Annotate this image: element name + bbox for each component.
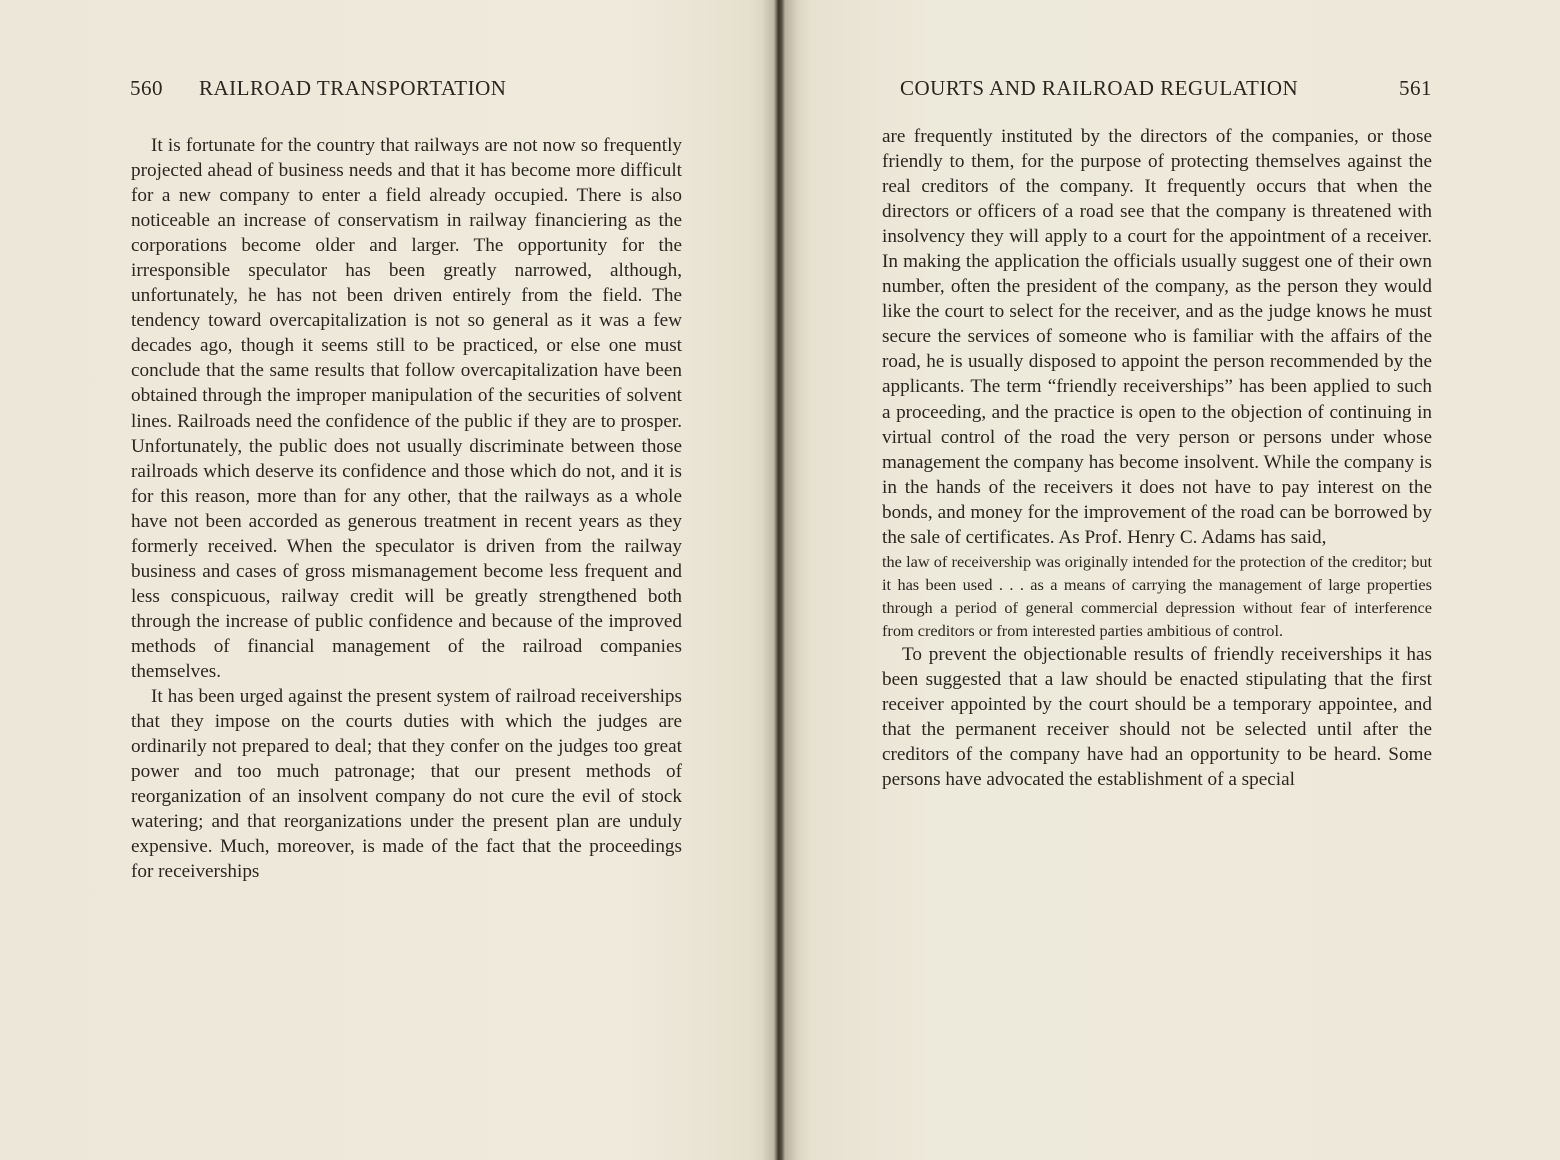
right-page-number: 561 — [1399, 76, 1432, 100]
right-paragraph-continued: are frequently instituted by the directors of the companies, or those friendly to them, for the purpose of protecting themselves against the real creditors of the company. It frequently occurs that when the directors or officers of a road see that the company is threatened with insolvency they will apply to a court for the appointment of a receiver. In making the application the officials usually suggest one of their own number, often the president of the company, as the person they would like the court to select for the receiver, and as the judge knows he must secure the services of someone who is familiar with the affairs of the road, he is usually disposed to appoint the person recommended by the applicants. The term “friendly receiverships” has been applied to such a proceeding, and the practice is open to the objection of continuing in virtual control of the road the very person or persons under whose management the company has become insolvent. While the company is in the hands of the receivers it does not have to pay interest on the bonds, and money for the improvement of the road can be borrowed by the sale of certificates. As Prof. Henry C. Adams has said, — [882, 126, 1432, 548]
left-paragraph-1: It is fortunate for the country that railways are not now so frequently projected ahead of business needs and that it has become more difficult for a new company to enter a field already occupied. There is also noticeable an increase of conservatism in railway financiering as the corporations become older and larger. The opportunity for the irresponsible speculator has been greatly narrowed, although, unfortunately, he has not been driven entirely from the field. The tendency toward overcapitalization is not so general as it was a few decades ago, though it seems still to be practiced, or else one must conclude that the same results that follow overcapitalization have been obtained through the improper manipulation of the securities of solvent lines. Railroads need the confidence of the public if they are to prosper. Unfortunately, the public does not usually discriminate between those railroads which deserve its confidence and those which do not, and it is for this reason, more than for any other, that the railways as a whole have not been accorded as generous treatment in recent years as they formerly received. When the speculator is driven from the railway business and cases of gross mismanagement become less frequent and less conspicuous, railway credit will be greatly strengthened both through the increase of public confidence and because of the improved methods of financial management of the railroad companies themselves. — [131, 135, 682, 682]
right-paragraph-2: To prevent the objectionable results of friendly receiverships it has been suggested that a law should be enacted stipulating that the first receiver appointed by the court should be a temporary appointee, and that the permanent receiver should not be selected until after the creditors of the company have had an opportunity to be heard. Some persons have advocated the establishment of a special — [882, 643, 1432, 791]
block-quotation: the law of receivership was originally intended for the protection of the creditor; but it has been used . . . as a means of carrying the management of large properties through a period of general commercial depression without fear of interference from creditors or from interested parties ambitious of control. — [882, 551, 1432, 640]
right-body-text — [882, 124, 1432, 792]
right-running-head — [900, 76, 1432, 101]
left-running-title: RAILROAD TRANSPORTATION — [199, 76, 507, 100]
left-page-number: 560 — [130, 76, 163, 100]
left-page — [0, 0, 778, 1160]
right-page — [782, 0, 1560, 1160]
left-body-text — [131, 133, 682, 884]
left-paragraph-2: It has been urged against the present system of railroad receiverships that they impose on the courts duties with which the judges are ordinarily not prepared to deal; that they confer on the judges too great power and too much patronage; that our present methods of reorganization of an insolvent company do not cure the evil of stock watering; and that reorganizations under the present plan are unduly expensive. Much, moreover, is made of the fact that the proceedings for receiverships — [131, 686, 682, 883]
left-running-head — [130, 76, 690, 101]
right-running-title: COURTS AND RAILROAD REGULATION — [900, 76, 1299, 100]
